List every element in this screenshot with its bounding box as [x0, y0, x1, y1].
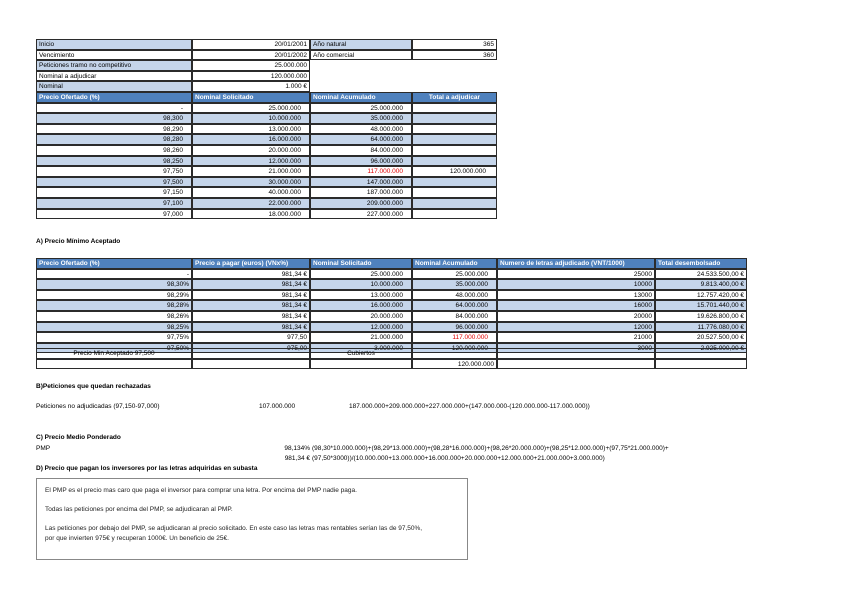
table-cell: 975,00 [192, 343, 310, 354]
table-cell [412, 209, 497, 220]
table-cell: 97,100 [36, 198, 192, 209]
table-cell: 120.000.000 [412, 166, 497, 177]
table-cell: 64.000.000 [412, 300, 497, 311]
table-cell: - [36, 103, 192, 114]
table-cell: 98,260 [36, 145, 192, 156]
table-cell: 97,000 [36, 209, 192, 220]
table-cell: 209.000.000 [310, 198, 412, 209]
info-label: Año natural [310, 39, 412, 50]
col-header: Precio Ofertado (%) [36, 92, 192, 103]
pmp-label: PMP [36, 445, 51, 452]
table-cell: 98,290 [36, 124, 192, 135]
table-cell: 98,28% [36, 300, 192, 311]
section-b-title: B)Peticiones que quedan rechazadas [36, 383, 151, 390]
section-d-title: D) Precio que pagan los inversores por las letras adquiridas en subasta [36, 465, 258, 472]
pmp-formula-2: (97,50*3000))/(10.000.000+13.000.000+16.000.000+20.000.000+12.000.000+21.000.000+3.000.000) [312, 455, 605, 462]
table-cell: 10.000.000 [310, 279, 412, 290]
table-cell: 24.533.500,00 € [655, 269, 747, 280]
rejected-value: 107.000.000 [259, 403, 296, 410]
table-cell: 977,50 [192, 332, 310, 343]
table-cell: 98,250 [36, 156, 192, 167]
table-cell [412, 134, 497, 145]
table-cell [412, 145, 497, 156]
table-cell: 98,29% [36, 290, 192, 301]
table-cell: 48.000.000 [310, 124, 412, 135]
info-value: 120.000.000 [192, 71, 310, 82]
col-header: Nominal Solicitado [192, 92, 310, 103]
explanation-textbox [36, 478, 468, 560]
empty-cell [412, 348, 497, 359]
col-header: Total desembolsado [655, 258, 747, 269]
info-label: Peticiones tramo no competitivo [36, 60, 192, 71]
table-cell: 25.000.000 [412, 269, 497, 280]
col-header: Nominal Acumulado [412, 258, 497, 269]
col-header: Precio a pagar (euros) (VNx%) [192, 258, 310, 269]
table-cell: 117.000.000 [310, 166, 412, 177]
col-header: Numero de letras adjudicado (VNT/1000) [497, 258, 655, 269]
table-cell: 12.000.000 [310, 322, 412, 333]
col-header: Nominal Acumulado [310, 92, 412, 103]
table-cell: 98,280 [36, 134, 192, 145]
info-label: Vencimiento [36, 50, 192, 61]
table-cell: 981,34 € [192, 290, 310, 301]
table-cell: 981,34 € [192, 300, 310, 311]
rejected-label: Peticiones no adjudicadas (97,150-97,000) [36, 403, 160, 410]
table-cell [412, 177, 497, 188]
table-cell: 15.701.440,00 € [655, 300, 747, 311]
info-label: Nominal [36, 81, 192, 92]
section-c-title: C) Precio Medio Ponderado [36, 434, 121, 441]
table-cell: 117.000.000 [412, 332, 497, 343]
explanation-line: por que invierten 975€ y recuperan 1000€. Un beneficio de 25€. [45, 535, 229, 542]
table-cell: 97,750 [36, 166, 192, 177]
table-cell: 40.000.000 [192, 187, 310, 198]
table-cell: 120.000.000 [412, 343, 497, 354]
table-cell: 25.000.000 [192, 103, 310, 114]
empty-cell [497, 359, 655, 370]
table-cell: 22.000.000 [192, 198, 310, 209]
table-cell: 981,34 € [192, 279, 310, 290]
empty-cell [192, 359, 310, 370]
table-cell: 25.000.000 [310, 269, 412, 280]
table-cell: 147.000.000 [310, 177, 412, 188]
pmp-formula-1: (98,30*10.000.000)+(98,29*13.000.000)+(98,28*16.000.000)+(98,26*20.000.000)+(98,25*12.000.000)+(97,75*21.000.000)+ [312, 445, 669, 452]
table-cell: 98,26% [36, 311, 192, 322]
table-cell [412, 198, 497, 209]
table-cell: 16000 [497, 300, 655, 311]
pmp-euros: 981,34 € [284, 455, 310, 462]
table-cell: 9.813.400,00 € [655, 279, 747, 290]
table-cell: 12.000.000 [192, 156, 310, 167]
info-label: Año comercial [310, 50, 412, 61]
table-cell: 10000 [497, 279, 655, 290]
table-cell: 227.000.000 [310, 209, 412, 220]
table-cell: 96.000.000 [412, 322, 497, 333]
table-cell: 97,50% [36, 343, 192, 354]
info-value: 25.000.000 [192, 60, 310, 71]
info-label: Nominal a adjudicar [36, 71, 192, 82]
table-cell: 64.000.000 [310, 134, 412, 145]
col-header: Nominal Solicitado [310, 258, 412, 269]
empty-cell [655, 359, 747, 370]
table-cell: 3.000.000 [310, 343, 412, 354]
table-cell [412, 156, 497, 167]
table-cell [412, 113, 497, 124]
info-value: 20/01/2002 [192, 50, 310, 61]
table-cell: 13000 [497, 290, 655, 301]
table-cell: 20000 [497, 311, 655, 322]
total-cell: 120.000.000 [412, 359, 497, 370]
info-value: 1.000 € [192, 81, 310, 92]
table-cell: 30.000.000 [192, 177, 310, 188]
table-cell: - [36, 269, 192, 280]
col-header: Precio Ofertado (%) [36, 258, 192, 269]
table-cell: 20.000.000 [192, 145, 310, 156]
explanation-line: El PMP es el precio mas caro que paga el inversor para comprar una letra. Por encima del PMP nadie paga. [45, 487, 357, 494]
table-cell: 16.000.000 [310, 300, 412, 311]
table-cell: 12000 [497, 322, 655, 333]
table-cell: 13.000.000 [310, 290, 412, 301]
table-cell [412, 187, 497, 198]
table-cell: 35.000.000 [310, 113, 412, 124]
table-cell: 25.000.000 [310, 103, 412, 114]
table-cell: 3000 [497, 343, 655, 354]
table-cell [412, 103, 497, 114]
table-cell: 35.000.000 [412, 279, 497, 290]
table-cell: 981,34 € [192, 322, 310, 333]
table-cell: 98,30% [36, 279, 192, 290]
min-accepted-label: Precio Min Aceptado 97,500 [36, 348, 192, 359]
table-cell: 18.000.000 [192, 209, 310, 220]
table-cell: 21.000.000 [192, 166, 310, 177]
table-cell: 21000 [497, 332, 655, 343]
table-cell: 981,34 € [192, 311, 310, 322]
table-cell: 10.000.000 [192, 113, 310, 124]
table-cell: 97,500 [36, 177, 192, 188]
info-value: 365 [412, 39, 497, 50]
info-value: 360 [412, 50, 497, 61]
empty-cell [310, 359, 412, 370]
table-cell: 981,34 € [192, 269, 310, 280]
table-cell: 20.527.500,00 € [655, 332, 747, 343]
table-cell: 84.000.000 [310, 145, 412, 156]
table-cell: 84.000.000 [412, 311, 497, 322]
table-cell: 16.000.000 [192, 134, 310, 145]
table-cell: 2.925.000,00 € [655, 343, 747, 354]
table-cell: 20.000.000 [310, 311, 412, 322]
empty-cell [497, 348, 655, 359]
table-cell: 12.757.420,00 € [655, 290, 747, 301]
table-cell: 25000 [497, 269, 655, 280]
empty-cell [192, 348, 310, 359]
table-cell: 97,75% [36, 332, 192, 343]
table-cell: 187.000.000 [310, 187, 412, 198]
table-cell [412, 124, 497, 135]
table-cell: 98,25% [36, 322, 192, 333]
explanation-line: Todas las peticiones por encima del PMP, se adjudicaran al PMP. [45, 506, 233, 513]
table-cell: 98,300 [36, 113, 192, 124]
col-header: Total a adjudicar [412, 92, 497, 103]
table-cell: 11.776.080,00 € [655, 322, 747, 333]
covered-label: Cubiertos [310, 348, 412, 359]
table-cell: 48.000.000 [412, 290, 497, 301]
info-label: Inicio [36, 39, 192, 50]
table-cell: 21.000.000 [310, 332, 412, 343]
empty-cell [36, 359, 192, 370]
table-cell: 13.000.000 [192, 124, 310, 135]
table-cell: 97,150 [36, 187, 192, 198]
pmp-percent: 98,134% [284, 445, 310, 452]
table-cell: 19.626.800,00 € [655, 311, 747, 322]
empty-cell [655, 348, 747, 359]
info-value: 20/01/2001 [192, 39, 310, 50]
explanation-line: Las peticiones por debajo del PMP, se adjudicaran al precio solicitado. En este caso las letras mas rentables serían las de 97,50%, [45, 525, 423, 532]
rejected-formula: 187.000.000+209.000.000+227.000.000+(147.000.000-(120.000.000-117.000.000)) [349, 403, 590, 410]
section-a-title: A) Precio Mínimo Aceptado [36, 238, 121, 245]
table-cell: 96.000.000 [310, 156, 412, 167]
